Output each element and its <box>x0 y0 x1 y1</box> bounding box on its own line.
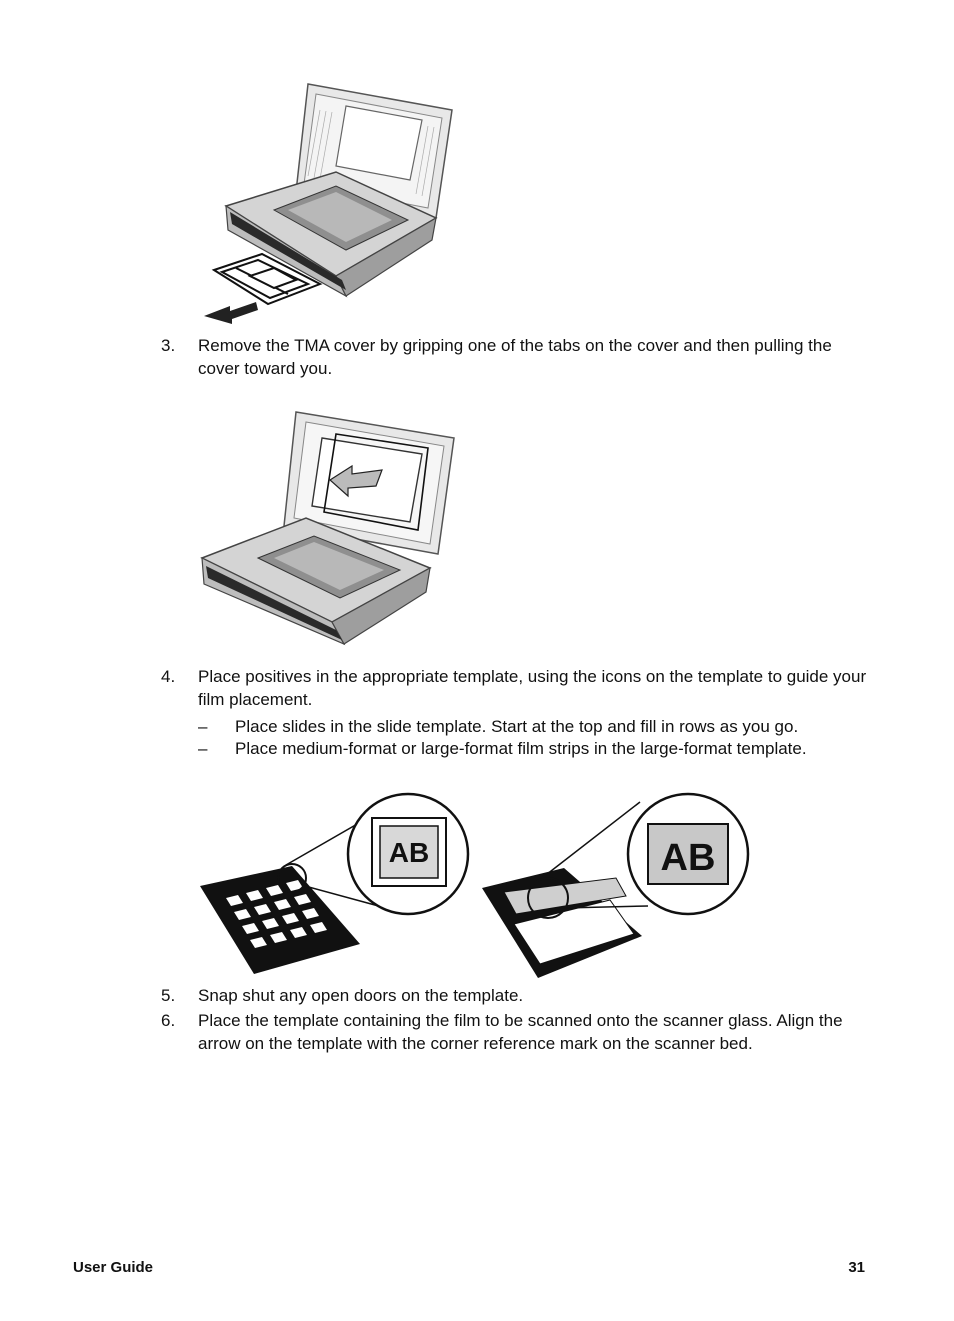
page-number: 31 <box>848 1259 865 1276</box>
substep-bullet: – <box>198 739 208 758</box>
step-text: Place the template containing the film to be scanned onto the scanner glass. Align the arrow on the template with the corner reference mark on the scanner bed. <box>198 1011 843 1053</box>
step-number: 4. <box>161 667 176 686</box>
ab-icon-label: AB <box>388 837 430 868</box>
scanner-insert-template-illustration <box>196 408 458 660</box>
substep-text: Place slides in the slide template. Start at the top and fill in rows as you go. <box>235 717 799 736</box>
template-icons-illustration <box>196 788 756 980</box>
substep-bullet: – <box>198 717 208 736</box>
step-number: 5. <box>161 986 176 1005</box>
step-text: Place positives in the appropriate template, using the icons on the template to guide your film placement. <box>198 667 867 709</box>
footer-title: User Guide <box>73 1259 154 1276</box>
ab-icon-label-large: AB <box>660 837 716 879</box>
step-number: 6. <box>161 1011 176 1030</box>
step-text: Snap shut any open doors on the template. <box>198 986 524 1005</box>
step-number: 3. <box>161 336 176 355</box>
substep-text: Place medium-format or large-format film strips in the large-format template. <box>235 739 807 758</box>
step-text: Remove the TMA cover by gripping one of the tabs on the cover and then pulling the cover toward you. <box>198 336 832 378</box>
scanner-remove-tma-illustration <box>196 80 458 330</box>
